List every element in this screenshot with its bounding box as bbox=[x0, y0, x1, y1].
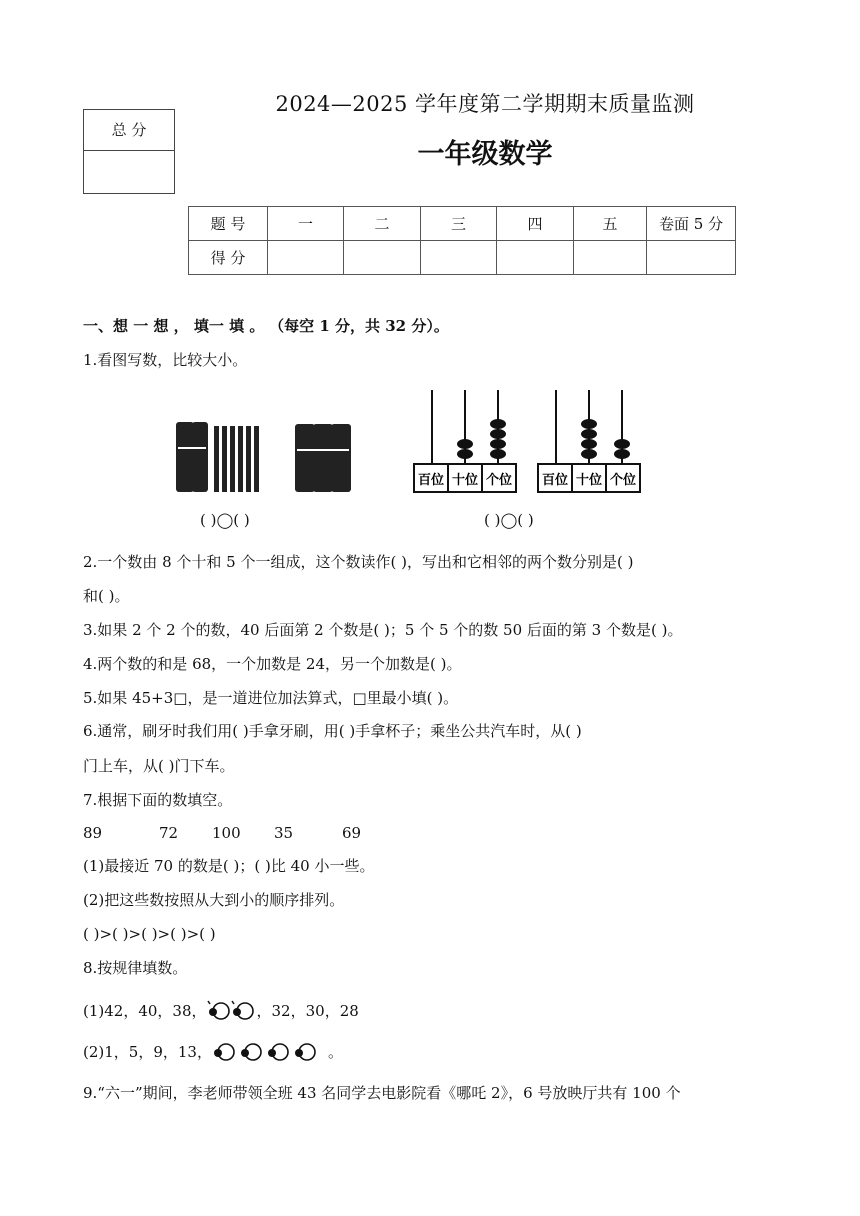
score-input-cell[interactable] bbox=[574, 241, 647, 275]
sequence-prefix: (2)1，5，9，13， bbox=[83, 1043, 212, 1061]
score-table-score-row bbox=[189, 241, 736, 275]
score-input-cell[interactable] bbox=[497, 241, 574, 275]
table-cell: 题 号 bbox=[189, 207, 268, 241]
total-score-label: 总 分 bbox=[84, 110, 174, 151]
section-heading bbox=[83, 316, 449, 336]
abacus-label: 个位 bbox=[485, 473, 513, 488]
abacus-label: 百位 bbox=[541, 473, 569, 488]
number-list bbox=[83, 823, 382, 843]
question-2-line1: 2.一个数由 8 个十和 5 个一组成，这个数读作( )，写出和它相邻的两个数分别是( ) bbox=[83, 553, 634, 571]
question-9: 9.“六一”期间，李老师带领全班 43 名同学去电影院看《哪吒 2》，6 号放映厅共有 100 个 bbox=[83, 1084, 681, 1102]
table-cell: 卷面 5 分 bbox=[647, 207, 736, 241]
abacus-left-image bbox=[412, 388, 518, 496]
sequence-suffix: 。 bbox=[327, 1043, 343, 1061]
order-blanks[interactable]: ( )>( )>( )>( )>( ) bbox=[83, 925, 216, 943]
sequence-suffix: ，32，30，28 bbox=[256, 1002, 359, 1020]
table-cell: 得 分 bbox=[189, 241, 268, 275]
question-1: 1.看图写数，比较大小。 bbox=[83, 351, 248, 369]
question-4: 4.两个数的和是 68，一个加数是 24，另一个加数是( )。 bbox=[83, 655, 462, 673]
question-6-line1: 6.通常，刷牙时我们用( )手拿牙刷，用( )手拿杯子；乘坐公共汽车时，从( ) bbox=[83, 722, 582, 740]
number-item: 72 bbox=[159, 824, 179, 842]
abacus-right-image bbox=[536, 388, 642, 496]
question-7-sub2: (2)把这些数按照从大到小的顺序排列。 bbox=[83, 891, 345, 909]
ant-blank-icon[interactable] bbox=[212, 1041, 328, 1063]
table-cell: 一 bbox=[268, 207, 344, 241]
table-cell: 二 bbox=[344, 207, 421, 241]
ant-blank-icon[interactable] bbox=[207, 1000, 257, 1022]
table-cell: 五 bbox=[574, 207, 647, 241]
subject-title: 一年级数学 bbox=[417, 139, 553, 170]
score-input-cell[interactable] bbox=[421, 241, 497, 275]
question-5: 5.如果 45+3□，是一道进位加法算式，□里最小填( )。 bbox=[83, 689, 459, 707]
abacus-label: 个位 bbox=[609, 473, 637, 488]
score-table-header-row bbox=[189, 207, 736, 241]
abacus-label: 十位 bbox=[451, 473, 479, 488]
question-2-line2: 和( )。 bbox=[83, 587, 130, 605]
compare-blank-right[interactable]: ( )◯( ) bbox=[484, 511, 534, 529]
compare-blank-left[interactable]: ( )◯( ) bbox=[200, 511, 250, 529]
question-7: 7.根据下面的数填空。 bbox=[83, 791, 233, 809]
section-note: （每空 1 分，共 32 分）。 bbox=[269, 317, 449, 335]
question-3: 3.如果 2 个 2 个的数，40 后面第 2 个数是( )；5 个 5 个的数 50 后面的第 3 个数是( )。 bbox=[83, 621, 683, 639]
section-title: 一、想 一 想 ， 填一 填 。 bbox=[83, 317, 265, 335]
table-cell: 四 bbox=[497, 207, 574, 241]
question-7-sub1: (1)最接近 70 的数是( )；( )比 40 小一些。 bbox=[83, 857, 375, 875]
number-item: 69 bbox=[342, 824, 362, 842]
number-item: 100 bbox=[212, 824, 241, 842]
score-table bbox=[188, 206, 736, 275]
stick-bundles-image bbox=[170, 418, 370, 496]
exam-title: 2024—2025 学年度第二学期期末质量监测 bbox=[275, 92, 695, 116]
number-item: 89 bbox=[83, 824, 103, 842]
number-item: 35 bbox=[274, 824, 294, 842]
question-8: 8.按规律填数。 bbox=[83, 959, 188, 977]
question-6-line2: 门上车，从( )门下车。 bbox=[83, 757, 235, 775]
score-input-cell[interactable] bbox=[647, 241, 736, 275]
sequence-prefix: (1)42，40，38， bbox=[83, 1002, 207, 1020]
score-input-cell[interactable] bbox=[268, 241, 344, 275]
abacus-label: 十位 bbox=[575, 473, 603, 488]
question-8-sub1 bbox=[83, 1000, 359, 1022]
table-cell: 三 bbox=[421, 207, 497, 241]
total-score-box bbox=[83, 109, 175, 194]
question-8-sub2 bbox=[83, 1041, 343, 1063]
score-input-cell[interactable] bbox=[344, 241, 421, 275]
abacus-label: 百位 bbox=[417, 473, 445, 488]
